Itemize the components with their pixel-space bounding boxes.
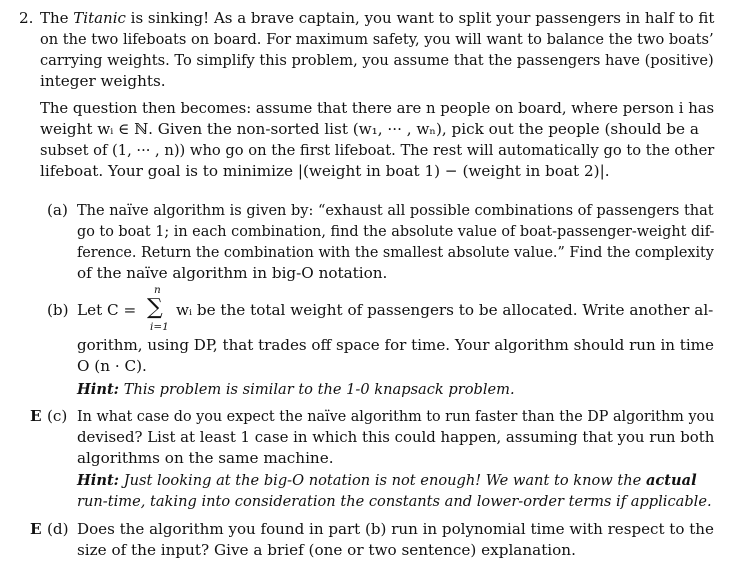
part-d-line-2: size of the input? Give a brief (one or two sentence) explanation. (77, 541, 576, 559)
part-a-label: (a) (47, 201, 68, 219)
question-line-4: lifeboat. Your goal is to minimize |(weight in boat 1) − (weight in boat 2)|. (40, 162, 610, 180)
question-line-1: The question then becomes: assume that there are n people on board, where person i has (40, 99, 715, 117)
sum-lower-limit: i=1 (150, 321, 169, 333)
part-c-line-1: In what case do you expect the naïve algorithm to run faster than the DP algorithm you (77, 407, 715, 425)
question-line-3: subset of (1, ··· , n)) who go on the first lifeboat. The rest will automatically go to the other (40, 141, 715, 159)
summation-symbol: ∑ (147, 295, 163, 320)
part-d-line-1: Does the algorithm you found in part (b) run in polynomial time with respect to the (77, 520, 714, 538)
problem-number: 2. (19, 9, 34, 27)
part-a-line-1: The naïve algorithm is given by: “exhaust all possible combinations of passengers that (77, 201, 714, 219)
part-a-line-4: of the naïve algorithm in big-O notation. (77, 264, 388, 282)
part-c-hint-line-2: run-time, taking into consideration the constants and lower-order terms if applicable. (77, 493, 712, 510)
part-a-line-2: go to boat 1; in each combination, find the absolute value of boat-passenger-weight dif- (77, 222, 715, 240)
part-a-line-3: ference. Return the combination with the smallest absolute value.” Find the complexity (77, 243, 714, 261)
part-b-line-2: gorithm, using DP, that trades off space for time. Your algorithm should run in time (77, 336, 714, 354)
sum-upper-limit: n (154, 284, 161, 296)
intro-line-1: The Titanic is sinking! As a brave captain, you want to split your passengers in half to fit (40, 9, 715, 27)
part-b-line-3: O (n · C). (77, 357, 147, 375)
part-b-line-1: wᵢ be the total weight of passengers to be allocated. Write another al- (176, 301, 714, 319)
part-c-mark: E (30, 407, 42, 425)
question-line-2: weight wᵢ ∈ ℕ. Given the non-sorted list (w₁, ··· , wₙ), pick out the people (should be a (40, 120, 699, 138)
part-c-hint-line-1: Hint: Just looking at the big-O notation is not enough! We want to know the actual (77, 472, 697, 489)
part-d-mark: E (30, 520, 42, 538)
part-c-label: (c) (47, 407, 68, 425)
part-d-label: (d) (47, 520, 69, 538)
intro-line-3: carrying weights. To simplify this problem, you assume that the passengers have (positive) (40, 51, 714, 69)
part-b-hint: Hint: This problem is similar to the 1-0 knapsack problem. (77, 381, 515, 398)
intro-line-2: on the two lifeboats on board. For maximum safety, you will want to balance the two boats’ (40, 30, 714, 48)
part-c-line-2: devised? List at least 1 case in which this could happen, assuming that you run both (77, 428, 715, 446)
part-b-label: (b) (47, 301, 69, 319)
part-b-let: Let C = (77, 301, 137, 319)
part-c-line-3: algorithms on the same machine. (77, 449, 334, 467)
intro-line-4: integer weights. (40, 72, 166, 90)
